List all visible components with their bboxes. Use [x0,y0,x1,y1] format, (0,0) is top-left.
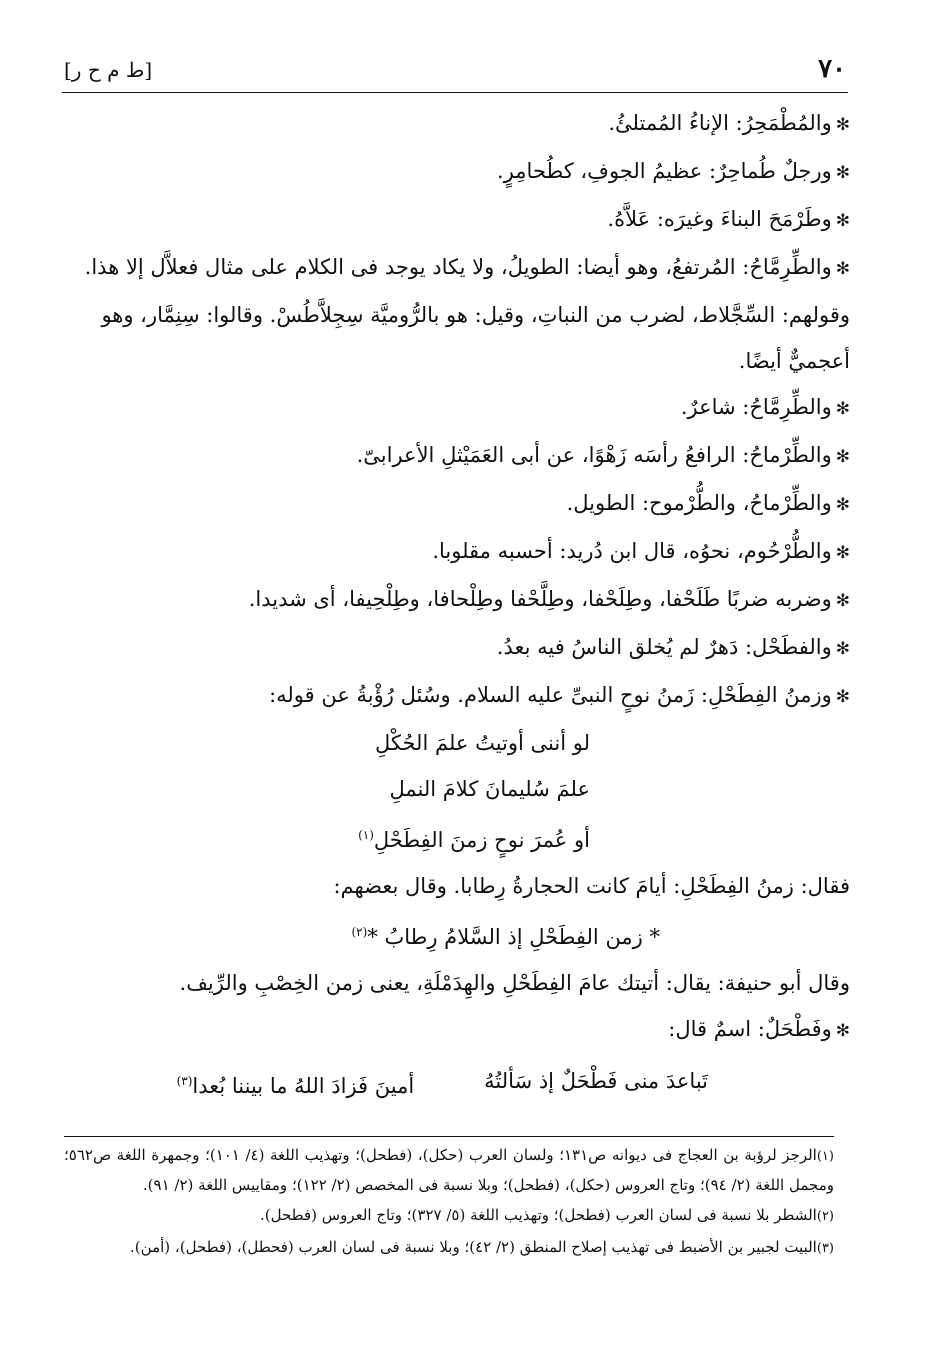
asterisk-icon: ✻ [835,639,850,659]
entry [64,1006,850,1054]
entry-text: والمُطْمَحِرُ: الإناءُ المُمتلئُ. [608,111,832,135]
entry [64,672,850,720]
footnote-text: البيت لجبير بن الأضبط فى تهذيب إصلاح المنطق (٢/ ٤٢)؛ وبلا نسبة فى لسان العرب (فحطل)، (فطحل)، (أمن). [130,1238,817,1256]
verse-first-half: تَباعدَ منى فَطْحَلٌ إذ سَألتُهُ [484,1069,708,1093]
asterisk-icon: ✻ [835,495,850,515]
entry-text: والطِّرْماحُ: الرافعُ رأسَه زَهْوًا، عن أبى العَمَيْثلِ الأعرابىّ. [356,443,832,467]
entry [64,576,850,624]
footnotes [64,1136,834,1265]
verse-line [64,909,660,960]
footnote-number: (١) [816,1149,834,1164]
footnote-text: الرجز لرؤبة بن العجاج فى ديوانه ص١٣١؛ ولسان العرب (حكل)، (فطحل)؛ وتهذيب اللغة (٤/ ١٠١)؛ وجمهرة اللغة ص٥٦٢؛ ومجمل اللغة (٢/ ٩٤)؛ وتاج العروس (حكل)، (فطحل)؛ وبلا نسبة فى المخصص (٢/ ١٢٢)؛ ومقاييس اللغة (٢/ ٩١). [64,1146,834,1194]
verse-block [64,720,850,863]
asterisk-icon: ✻ [835,591,850,611]
entry-text: والطِّرِمَّاحُ: شاعرٌ. [680,395,832,419]
entry-text: والطُّرْحُوم، نحوُه، قال ابن دُريد: أحسبه مقلوبا. [432,539,832,563]
verse-line [64,812,590,863]
footnote-number: (٣) [816,1241,834,1256]
verse-couplet [64,1058,850,1109]
asterisk-icon: ✻ [835,115,850,135]
asterisk-icon: ✻ [835,399,850,419]
entry [64,624,850,672]
asterisk-icon: ✻ [835,259,850,279]
asterisk-icon: ✻ [835,687,850,707]
entry [64,384,850,432]
verse-text: أو عُمرَ نوحٍ زمنَ الفِطَحْلِ [373,828,590,852]
verse-text: أمينَ فَزادَ اللهُ ما بيننا بُعدا [192,1074,415,1098]
entry [64,244,850,384]
footnote-number: (٢) [816,1209,834,1224]
entry-text: والفطَحْل: دَهرٌ لم يُخلق الناسُ فيه بعدُ. [496,635,832,659]
footnote-mark: (٢) [351,925,368,939]
footnote-mark: (٣) [176,1074,193,1088]
entry [64,528,850,576]
asterisk-icon: ✻ [835,1021,850,1041]
verse-text: * زمن الفِطَحْلِ إذ السَّلامُ رِطابُ * [367,925,660,949]
asterisk-icon: ✻ [835,543,850,563]
entry [64,148,850,196]
entry-text: والطِّرِمَّاحُ: المُرتفعُ، وهو أيضا: الطويلُ، ولا يكاد يوجد فى الكلام على مثال فعلاَّل إلا هذا. وقولهم: السِّجَّلاط، لضرب من النباتِ، وقيل: هو بالرُّوميَّة سِجِلاَّطُسْ. وقالوا: سِنِمَّار، وهو أعجميٌّ أيضًا. [84,255,850,373]
entry [64,100,850,148]
asterisk-icon: ✻ [835,447,850,467]
paragraph: فقال: زمنُ الفِطَحْلِ: أيامَ كانت الحجارةُ رِطابا. وقال بعضهم: [333,874,850,898]
entry [64,480,850,528]
entry-text: وطَرْمَحَ البناءَ وغيرَه: عَلاَّهُ. [607,207,832,231]
footnote-text: الشطر بلا نسبة فى لسان العرب (فطحل)؛ وتهذيب اللغة (٥/ ٣٢٧)؛ وتاج العروس (فطحل). [260,1206,817,1224]
asterisk-icon: ✻ [835,211,850,231]
footnote [64,1141,834,1199]
paragraph: وقال أبو حنيفة: يقال: أتيتك عامَ الفِطَحْلِ والهِدَمْلَةِ، يعنى زمن الخِصْبِ والرِّيف. [179,971,850,995]
root-tag: [ط م ح ر] [64,58,153,82]
footnote [64,1201,834,1231]
entry-text: وضربه ضربًا طَلَحْفا، وطِلَحْفا، وطِلَّحْفا وطِلْحافا، وطِلْحِيفا، أى شديدا. [248,587,832,611]
page-header [62,52,848,93]
footnote-mark: (١) [358,828,374,842]
verse-block [64,909,850,960]
verse-line: علمَ سُليمانَ كلامَ النملِ [389,777,590,801]
verse-second-half [177,1058,415,1109]
verse-line: لو أننى أوتيتُ علمَ الحُكْلِ [375,731,590,755]
entry-text: ورجلٌ طُماحِرٌ: عظيمُ الجوفِ، كطُحامِرٍ. [497,159,832,183]
entry-text: وفَطْحَلٌ: اسمٌ قال: [668,1017,832,1041]
entry [64,196,850,244]
entry-text: والطِّرْماحُ، والطُّرْموح: الطويل. [566,491,832,515]
asterisk-icon: ✻ [835,163,850,183]
entry-text: وزمنُ الفِطَحْلِ: زَمنُ نوحٍ النبىِّ عليه السلام. وسُئل رُؤْبةُ عن قوله: [269,683,832,707]
footnote [64,1233,834,1263]
entry [64,432,850,480]
main-text [64,100,850,1109]
page-number: ٧٠ [818,54,846,84]
